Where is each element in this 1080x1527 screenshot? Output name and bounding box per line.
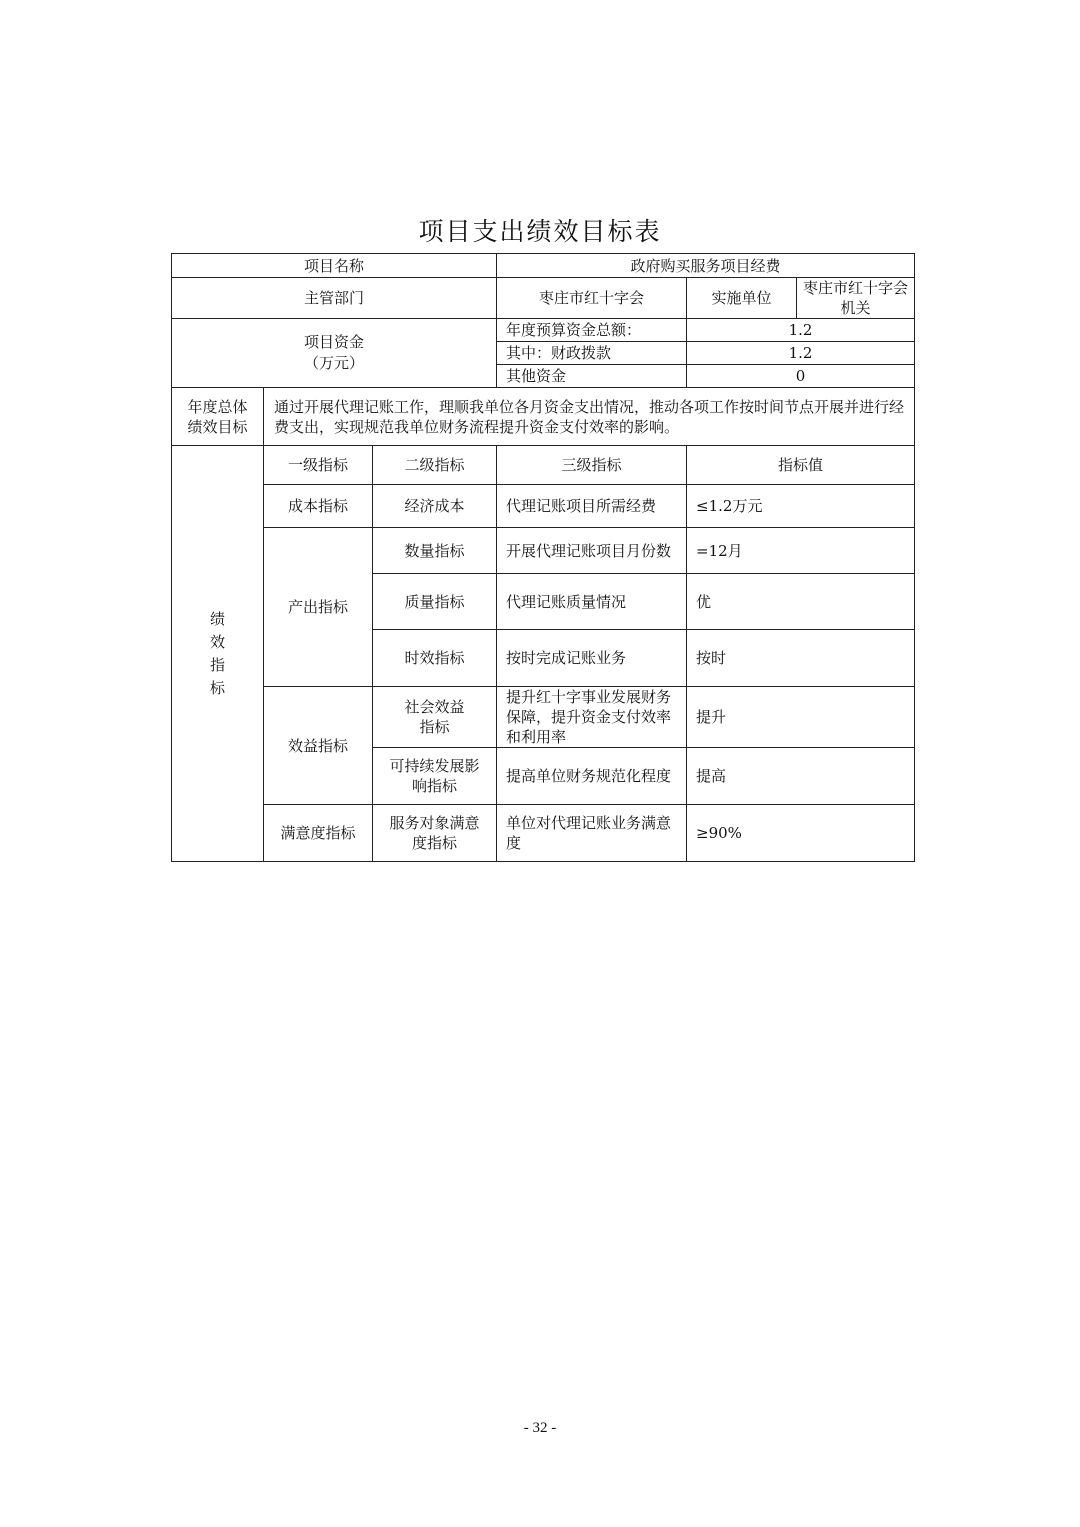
benefit-level1: 效益指标 — [264, 687, 373, 805]
project-name-value: 政府购买服务项目经费 — [497, 254, 915, 278]
cost-level2: 经济成本 — [373, 485, 497, 528]
output-timeliness-value: 按时 — [687, 630, 915, 687]
satisfaction-level2: 服务对象满意度指标 — [373, 805, 497, 862]
satisfaction-value: ≥90% — [687, 805, 915, 862]
funds-total-label: 年度预算资金总额： — [497, 319, 687, 342]
funds-total-value: 1.2 — [687, 319, 915, 342]
impl-value: 枣庄市红十字会机关 — [797, 278, 915, 319]
cost-level1: 成本指标 — [264, 485, 373, 528]
output-quality-value: 优 — [687, 574, 915, 630]
satisfaction-level3: 单位对代理记账业务满意度 — [497, 805, 687, 862]
output-timeliness-level2: 时效指标 — [373, 630, 497, 687]
funds-other-label: 其他资金 — [497, 365, 687, 388]
dept-value: 枣庄市红十字会 — [497, 278, 687, 319]
page-number: - 32 - — [523, 1420, 557, 1436]
dept-label: 主管部门 — [172, 278, 497, 319]
output-quality-level2: 质量指标 — [373, 574, 497, 630]
header-value: 指标值 — [687, 446, 915, 485]
benefit-sustain-level3: 提高单位财务规范化程度 — [497, 748, 687, 805]
benefit-sustain-value: 提高 — [687, 748, 915, 805]
header-level3: 三级指标 — [497, 446, 687, 485]
page-title: 项目支出绩效目标表 — [418, 217, 662, 246]
satisfaction-level1: 满意度指标 — [264, 805, 373, 862]
benefit-social-level2: 社会效益指标 — [373, 687, 497, 748]
annual-goal-text: 通过开展代理记账工作，理顺我单位各月资金支出情况，推动各项工作按时间节点开展并进行经费支出，实现规范我单位财务流程提升资金支付效率的影响。 — [264, 388, 915, 446]
annual-goal-label: 年度总体绩效目标 — [172, 388, 264, 446]
output-quantity-level2: 数量指标 — [373, 528, 497, 574]
output-timeliness-level3: 按时完成记账业务 — [497, 630, 687, 687]
cost-value: ≤1.2万元 — [687, 485, 915, 528]
project-name-label: 项目名称 — [172, 254, 497, 278]
perf-label: 绩效指标 — [172, 446, 264, 862]
funds-fiscal-value: 1.2 — [687, 342, 915, 365]
header-level2: 二级指标 — [373, 446, 497, 485]
performance-target-table — [171, 253, 915, 862]
header-level1: 一级指标 — [264, 446, 373, 485]
output-quality-level3: 代理记账质量情况 — [497, 574, 687, 630]
cost-level3: 代理记账项目所需经费 — [497, 485, 687, 528]
benefit-social-value: 提升 — [687, 687, 915, 748]
output-quantity-level3: 开展代理记账项目月份数 — [497, 528, 687, 574]
funds-fiscal-label: 其中：财政拨款 — [497, 342, 687, 365]
impl-label: 实施单位 — [687, 278, 797, 319]
funds-other-value: 0 — [687, 365, 915, 388]
benefit-social-level3: 提升红十字事业发展财务保障，提升资金支付效率和利用率 — [497, 687, 687, 748]
benefit-sustain-level2: 可持续发展影响指标 — [373, 748, 497, 805]
output-level1: 产出指标 — [264, 528, 373, 687]
funds-label: 项目资金（万元） — [172, 319, 497, 388]
output-quantity-value: =12月 — [687, 528, 915, 574]
